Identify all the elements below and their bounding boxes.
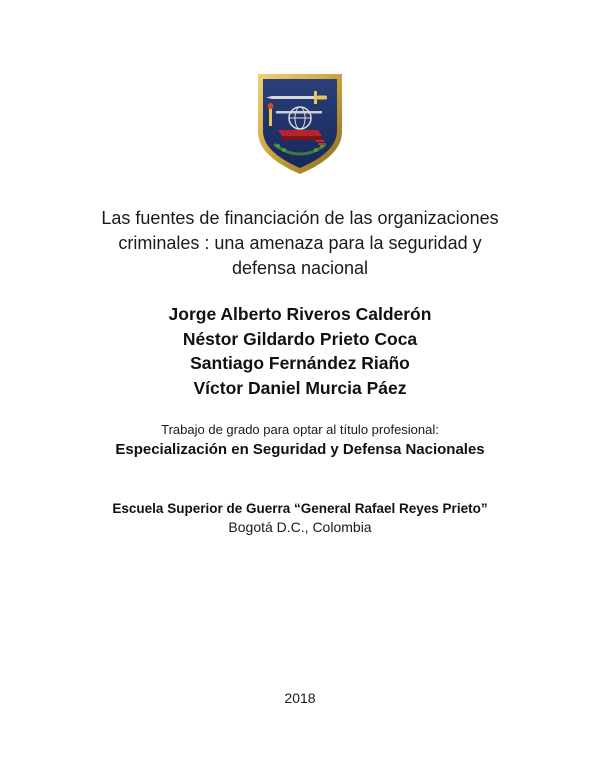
author-name: Néstor Gildardo Prieto Coca [182,328,418,349]
publication-year: 2018 [284,690,316,706]
institution-name: Escuela Superior de Guerra “General Rafael Reyes Prieto” [112,501,488,516]
author-name: Jorge Alberto Riveros Calderón [168,304,432,324]
author-name: Víctor Daniel Murcia Páez [193,377,407,398]
institution-city: Bogotá D.C., Colombia [228,519,372,535]
escuela-superior-de-guerra-crest-icon [254,70,346,178]
thesis-title-line-3: defensa nacional [231,258,369,278]
thesis-title [60,206,540,281]
author-name: Santiago Fernández Riaño [190,353,410,373]
author-list [60,302,540,400]
degree-name: Especialización en Seguridad y Defensa Nacionales [115,441,485,458]
degree-intro: Trabajo de grado para optar al título profesional: [161,422,439,437]
thesis-title-line-2: criminales : una amenaza para la seguridad y [118,233,482,253]
thesis-title-line-1: Las fuentes de financiación de las organizaciones [101,208,499,228]
